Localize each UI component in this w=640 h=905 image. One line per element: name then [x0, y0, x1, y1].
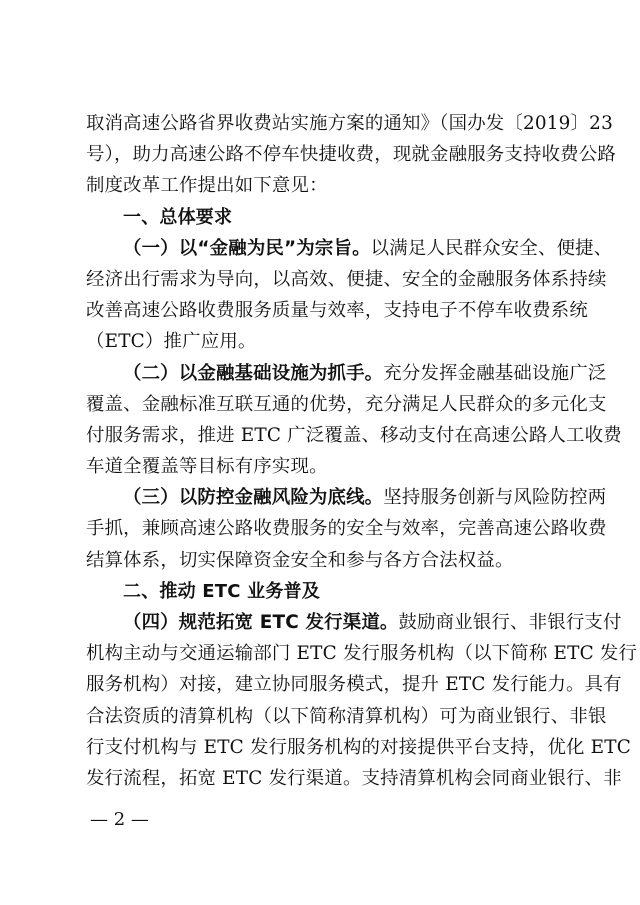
body-line: 发行流程，拓宽 ETC 发行渠道。支持清算机构会同商业银行、非 — [86, 767, 622, 789]
section-heading-general-requirements: 一、总体要求 — [123, 206, 233, 228]
body-line: 合法资质的清算机构（以下简称清算机构）可为商业银行、非银 — [86, 705, 607, 727]
paragraph-4-lead: （四）规范拓宽 ETC 发行渠道。 — [123, 612, 399, 633]
paragraph-1-lead: （一）以“金融为民”为宗旨。 — [123, 237, 371, 259]
paragraph-1-first-line — [86, 233, 613, 264]
body-line: 结算体系，切实保障资金安全和参与各方合法权益。 — [86, 549, 514, 571]
paragraph-1-rest: 以满足人民群众安全、便捷、 — [370, 237, 613, 259]
body-line: 服务机构）对接，建立协同服务模式，提升 ETC 发行能力。具有 — [86, 674, 622, 696]
body-line: 取消高速公路省界收费站实施方案的通知》（国办发〔2019〕23 — [86, 113, 613, 134]
page-number: — 2 — — [90, 809, 149, 830]
paragraph-2-lead: （二）以金融基础设施为抓手。 — [123, 362, 384, 384]
body-line: 机构主动与交通运输部门 ETC 发行服务机构（以下简称 ETC 发行 — [86, 643, 638, 665]
body-line: 车道全覆盖等目标有序实现。 — [86, 456, 328, 478]
paragraph-3-rest: 坚持服务创新与风险防控两 — [383, 487, 607, 509]
paragraph-3-lead: （三）以防控金融风险为底线。 — [123, 487, 384, 509]
section-heading-etc-promotion: 二、推动 ETC 业务普及 — [123, 580, 320, 602]
paragraph-4-first-line — [86, 607, 622, 638]
body-line: 制度改革工作提出如下意见： — [86, 175, 328, 197]
paragraph-2-rest: 充分发挥金融基础设施广泛 — [383, 362, 607, 384]
document-body — [86, 108, 638, 794]
paragraph-2-first-line — [86, 358, 607, 389]
body-line: 付服务需求，推进 ETC 广泛覆盖、移动支付在高速公路人工收费 — [86, 424, 622, 446]
body-line: 改善高速公路收费服务质量与效率，支持电子不停车收费系统 — [86, 300, 588, 322]
body-line: 号），助力高速公路不停车快捷收费，现就金融服务支持收费公路 — [86, 144, 616, 166]
paragraph-4-rest: 鼓励商业银行、非银行支付 — [398, 612, 622, 633]
paragraph-3-first-line — [86, 482, 607, 513]
body-line: （ETC）推广应用。 — [86, 331, 257, 353]
body-line: 经济出行需求为导向，以高效、便捷、安全的金融服务体系持续 — [86, 268, 607, 290]
body-line: 行支付机构与 ETC 发行服务机构的对接提供平台支持，优化 ETC — [86, 736, 632, 758]
body-line: 手抓，兼顾高速公路收费服务的安全与效率，完善高速公路收费 — [86, 518, 607, 540]
body-line: 覆盖、金融标准互联互通的优势，充分满足人民群众的多元化支 — [86, 393, 607, 415]
